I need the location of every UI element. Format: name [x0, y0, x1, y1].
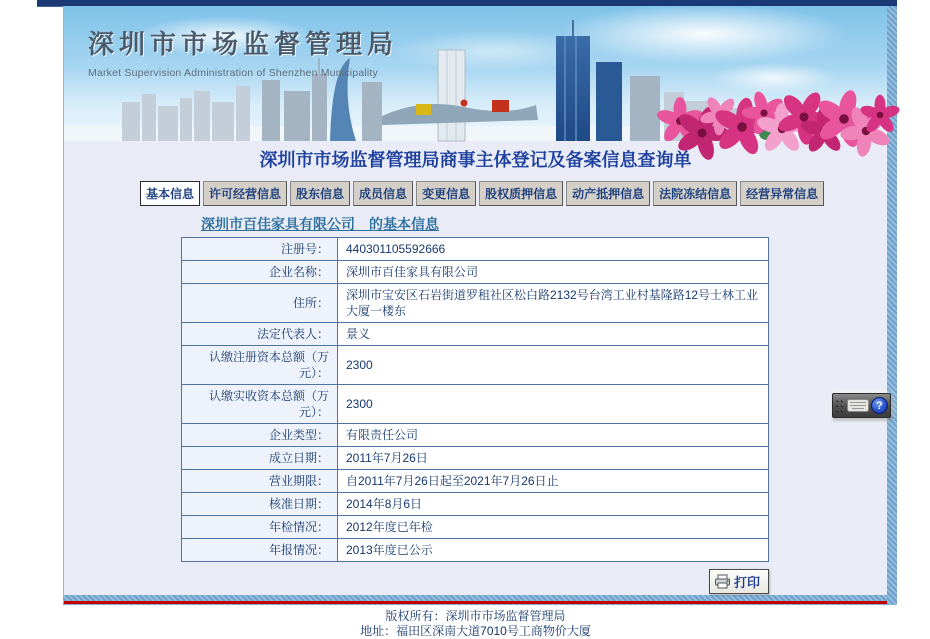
company-basic-info-heading: 深圳市百佳家具有限公司 的基本信息 [201, 216, 439, 232]
print-row [181, 569, 769, 594]
tab-member-info[interactable]: 成员信息 [353, 181, 413, 206]
page-footer [64, 609, 887, 639]
ime-language-bar[interactable] [832, 393, 891, 418]
table-row [182, 470, 769, 493]
keyboard-icon[interactable] [847, 399, 869, 412]
table-row [182, 493, 769, 516]
printer-icon [714, 574, 731, 589]
tab-basic-info[interactable]: 基本信息 [140, 181, 200, 206]
print-button[interactable] [709, 569, 769, 594]
info-label: 认缴实收资本总额（万元）： [182, 385, 338, 424]
tab-bar [140, 181, 887, 206]
info-label: 企业名称： [182, 261, 338, 284]
help-icon[interactable]: ? [871, 397, 888, 414]
page-container [63, 6, 887, 638]
print-button-label: 打印 [733, 575, 760, 590]
table-row [182, 323, 769, 346]
right-striped-border [887, 6, 897, 605]
info-label: 法定代表人： [182, 323, 338, 346]
agency-name-en: Market Supervision Administration of Shenzhen Municipality [88, 67, 378, 79]
tab-shareholder-info[interactable]: 股东信息 [290, 181, 350, 206]
info-value: 2013年度已公示 [338, 539, 769, 562]
info-label: 住所： [182, 284, 338, 323]
tab-chattel-mortgage-info[interactable]: 动产抵押信息 [566, 181, 650, 206]
info-value: 440301105592666 [338, 238, 769, 261]
info-value: 深圳市百佳家具有限公司 [338, 261, 769, 284]
info-value: 2014年8月6日 [338, 493, 769, 516]
info-label: 企业类型： [182, 424, 338, 447]
info-label: 年报情况： [182, 539, 338, 562]
table-row [182, 284, 769, 323]
info-label: 注册号： [182, 238, 338, 261]
info-label: 年检情况： [182, 516, 338, 539]
info-value: 自2011年7月26日起至2021年7月26日止 [338, 470, 769, 493]
info-label: 认缴注册资本总额（万元）： [182, 346, 338, 385]
basic-info-table [181, 237, 769, 562]
page-title: 深圳市市场监督管理局商事主体登记及备案信息查询单 [259, 150, 692, 170]
table-row [182, 539, 769, 562]
table-row [182, 385, 769, 424]
tab-licensed-business-info[interactable]: 许可经营信息 [203, 181, 287, 206]
tab-business-abnormality-info[interactable]: 经营异常信息 [740, 181, 824, 206]
info-value: 2300 [338, 346, 769, 385]
info-value: 2012年度已年检 [338, 516, 769, 539]
site-banner [64, 6, 887, 141]
info-label: 核准日期： [182, 493, 338, 516]
table-row [182, 516, 769, 539]
table-row [182, 424, 769, 447]
table-row [182, 238, 769, 261]
info-value: 有限责任公司 [338, 424, 769, 447]
info-label: 营业期限： [182, 470, 338, 493]
table-row [182, 346, 769, 385]
info-value: 2300 [338, 385, 769, 424]
drag-grip-icon[interactable] [835, 398, 845, 414]
info-value: 景义 [338, 323, 769, 346]
flowers-illustration [662, 69, 887, 141]
info-label: 成立日期： [182, 447, 338, 470]
agency-name: 深圳市市场监督管理局 [88, 29, 399, 59]
info-value: 深圳市宝安区石岩街道罗租社区松白路2132号台湾工业村基隆路12号士林工业大厦一楼东 [338, 284, 769, 323]
red-divider [64, 601, 887, 604]
tab-court-freeze-info[interactable]: 法院冻结信息 [653, 181, 737, 206]
footer-copyright: 版权所有：深圳市市场监督管理局 [385, 609, 566, 623]
tab-equity-pledge-info[interactable]: 股权质押信息 [479, 181, 563, 206]
table-row [182, 261, 769, 284]
table-row [182, 447, 769, 470]
footer-address: 地址：福田区深南大道7010号工商物价大厦 [360, 624, 591, 638]
agency-identity [88, 24, 398, 79]
info-value: 2011年7月26日 [338, 447, 769, 470]
tab-change-info[interactable]: 变更信息 [416, 181, 476, 206]
